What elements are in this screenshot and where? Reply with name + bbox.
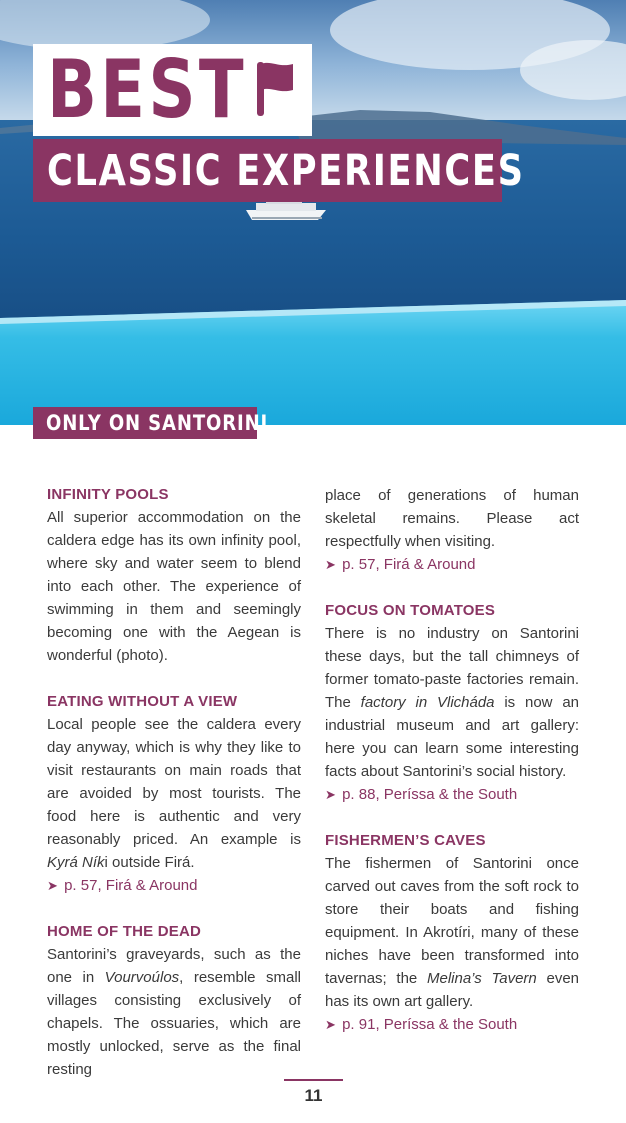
page-number-rule <box>284 1079 343 1081</box>
page-reference-link[interactable]: ➤ p. 57, Firá & Around <box>47 877 198 894</box>
page-reference-link[interactable]: ➤ p. 91, Períssa & the South <box>325 1016 518 1033</box>
page-subtitle: CLASSIC EXPERIENCES <box>47 146 525 196</box>
right-column <box>325 484 579 1060</box>
entry-body: There is no industry on Santorini these days, but the tall chimneys of former tomato-paste factories remain. The factory in Vlicháda is now an industrial museum and art gallery: here you can learn some interesting facts about Santorini’s social history. <box>325 625 579 780</box>
section-heading: ONLY ON SANTORINI <box>46 411 269 435</box>
arrow-icon: ➤ <box>325 557 336 572</box>
entry-title: FISHERMEN’S CAVES <box>325 832 486 849</box>
entry-title: HOME OF THE DEAD <box>47 923 202 940</box>
arrow-icon: ➤ <box>325 1017 336 1032</box>
entry-title: FOCUS ON TOMATOES <box>325 602 496 619</box>
entry-eating-without-a-view <box>47 691 301 897</box>
entry-title: EATING WITHOUT A VIEW <box>47 693 238 710</box>
page-reference-link[interactable]: ➤ p. 88, Períssa & the South <box>325 786 518 803</box>
entry-focus-on-tomatoes <box>325 600 579 806</box>
arrow-icon: ➤ <box>325 787 336 802</box>
entry-infinity-pools <box>47 484 301 667</box>
arrow-icon: ➤ <box>47 878 58 893</box>
page-reference-link[interactable]: ➤ p. 57, Firá & Around <box>325 556 476 573</box>
entry-home-of-the-dead-continued <box>325 484 579 576</box>
entry-body: The fishermen of Santorini once carved out caves from the soft rock to store their boats and fishing equipment. In Akrotíri, many of these niches have been transformed into tavernas; the Melina’s Tavern even has its own art gallery. <box>325 855 580 1010</box>
page-number: 11 <box>304 1086 323 1105</box>
entry-body: Santorini’s graveyards, such as the one in Vourvoúlos, resemble small villages consisting exclusively of chapels. The ossuaries, which are mostly unlocked, serve as the final resting <box>47 946 301 1078</box>
section-heading-box <box>33 407 269 439</box>
best-title: BEST <box>47 43 247 136</box>
entry-body-continued: place of generations of human skeletal remains. Please act respectfully when visiting. <box>325 487 579 550</box>
best-title-box <box>33 44 312 136</box>
entry-home-of-the-dead <box>47 921 301 1081</box>
subtitle-box <box>33 139 525 202</box>
left-column <box>47 484 301 1105</box>
entry-fishermens-caves <box>325 830 579 1036</box>
entry-body: Local people see the caldera every day anyway, which is why they like to visit restaurants on main roads that are avoided by most tourists. The food here is authentic and very reasonably priced. An example is Kyrá Níki outside Firá. <box>47 716 301 871</box>
flag-icon <box>255 60 295 118</box>
entry-title: INFINITY POOLS <box>47 486 169 503</box>
entry-body: All superior accommodation on the caldera edge has its own infinity pool, where sky and water seem to blend into each other. The experience of swimming in them and seemingly becoming one with the Aegean is wonderful (photo). <box>47 509 301 664</box>
